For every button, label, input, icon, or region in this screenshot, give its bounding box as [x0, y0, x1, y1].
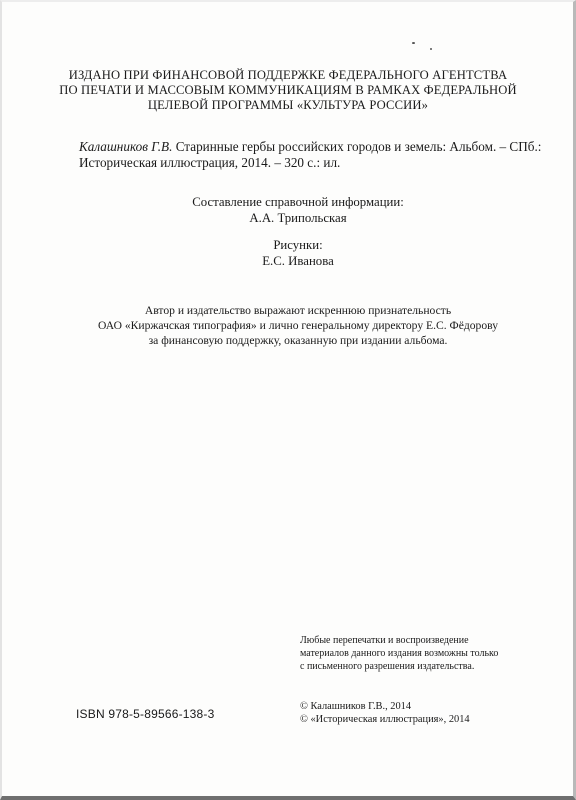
citation-title: Старинные гербы российских городов и земель: Альбом. – СПб.:: [172, 139, 542, 154]
print-speck: [412, 42, 415, 44]
reprint-notice-line: с письменного разрешения издательства.: [300, 661, 475, 672]
compiler-name: А.А. Трипольская: [249, 211, 347, 225]
print-speck: [430, 48, 432, 50]
reprint-notice: [300, 634, 550, 673]
isbn: ISBN 978-5-89566-138-3: [76, 707, 215, 721]
funding-notice-line: ЦЕЛЕВОЙ ПРОГРАММЫ «КУЛЬТУРА РОССИИ»: [147, 98, 429, 112]
acknowledgement-line: ОАО «Киржачская типография» и лично генеральному директору Е.С. Фёдорову: [97, 319, 499, 332]
acknowledgement: [62, 303, 534, 348]
copyright-line: © «Историческая иллюстрация», 2014: [300, 714, 470, 725]
funding-notice-line: ИЗДАНО ПРИ ФИНАНСОВОЙ ПОДДЕРЖКЕ ФЕДЕРАЛЬНОГО АГЕНТСТВА: [68, 68, 508, 82]
funding-notice: [32, 68, 544, 113]
copyright-line: © Калашников Г.В., 2014: [300, 701, 412, 712]
acknowledgement-line: Автор и издательство выражают искреннюю признательность: [144, 304, 452, 317]
bibliographic-citation: [79, 139, 549, 171]
drawings-name: Е.С. Иванова: [262, 254, 334, 268]
drawings-credit: [82, 237, 514, 269]
acknowledgement-line: за финансовую поддержку, оказанную при издании альбома.: [148, 334, 448, 347]
citation-publisher: Историческая иллюстрация, 2014. – 320 с.: ил.: [79, 155, 341, 170]
drawings-label: Рисунки:: [273, 238, 323, 252]
compiler-label: Составление справочной информации:: [192, 195, 404, 209]
funding-notice-line: ПО ПЕЧАТИ И МАССОВЫМ КОММУНИКАЦИЯМ В РАМКАХ ФЕДЕРАЛЬНОЙ: [59, 83, 517, 97]
citation-line: [79, 139, 549, 155]
reprint-notice-line: материалов данного издания возможны только: [300, 648, 499, 659]
reprint-notice-line: Любые перепечатки и воспроизведение: [300, 635, 469, 646]
citation-author: Калашников Г.В.: [79, 139, 173, 154]
reference-compiler-credit: [82, 194, 514, 226]
copyright-notice: [300, 700, 550, 726]
